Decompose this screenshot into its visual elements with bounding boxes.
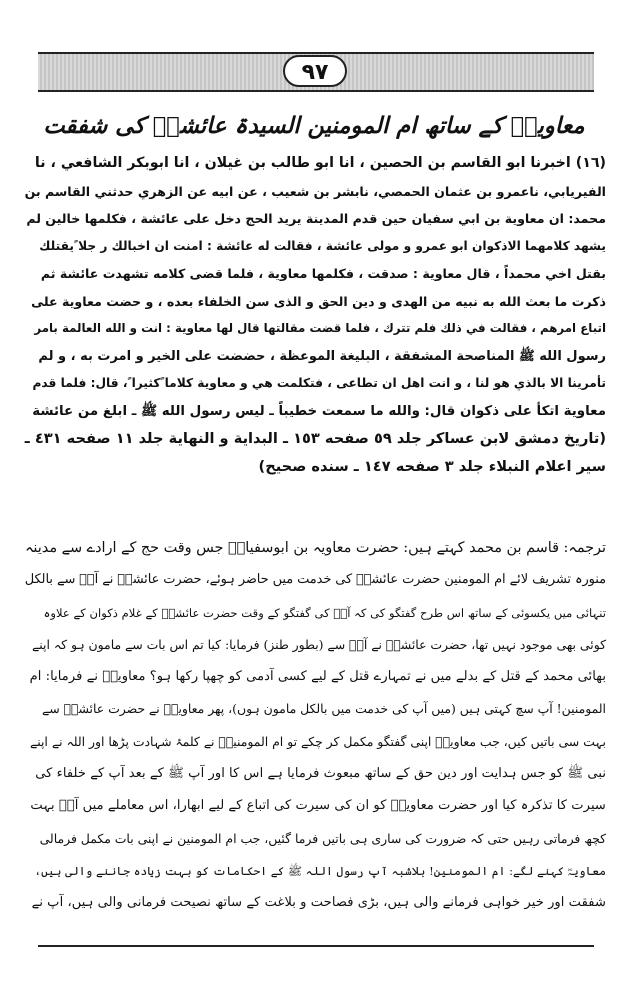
urdu-line: ترجمہ: قاسم بن محمد کہتے ہیں: حضرت معاویہ بن ابوسفیانؓ جس وقت حج کے ارادے سے مدینہ (24, 540, 606, 556)
urdu-line: معاویہؓ کہنے لگے: ام المومنین! بلاشبہ آپ رسول اللہ ﷺ کے احکامات کو بہت زیادہ جاننے والی ہیں، (34, 863, 606, 878)
urdu-line: بھائی محمد کے قتل کے بدلے میں نے تمہارے قتل کے لیے کسی آدمی کو چھپا رکھا ہو؟ معاویہؓ نے فرمایا: ام (29, 669, 606, 685)
urdu-translation (26, 532, 606, 920)
urdu-line: نبی ﷺ کو جس ہدایت اور دین حق کے ساتھ مبعوث فرمایا ہے اس کا اور آپ ﷺ کے بعد آپ کے خلفاء کی (35, 766, 606, 782)
arabic-line: ذكرت ما بعث الله به نبيه من الهدى و دين الحق و الذى سن الخلفاء بعده ، و حضت معاوية على (31, 293, 606, 309)
urdu-line: المومنین! آپ سچ کہتی ہیں (میں آپ کی خدمت میں بالکل مامون ہوں)، پھر معاویہؓ نے حضرت عائشہؓ سے (42, 701, 606, 717)
arabic-narration (26, 150, 606, 480)
arabic-line: تأمرينا الا بالذي هو لنا ، و انت اهل ان تطاعى ، فتكلمت هي و معاوية كلاما ًكثيرا ً، قال: فلما قدم (32, 376, 606, 390)
urdu-line: تنہائی میں یکسوئی کے ساتھ اس طرح گفتگو کی کہ آپؓ کی گفتگو کے وقت حضرت عائشہؓ کے غلام ذکوان کے علاوہ (43, 605, 606, 620)
arabic-line: بقتل اخي محمداً ، قال معاوية : صدقت ، فكلمها معاوية ، فلما قضى كلامه تشهدت عائشة ثم (40, 266, 606, 281)
urdu-line: کوئی بھی موجود نہیں تھا، حضرت عائشہؓ نے آپؓ سے (بطور طنز) فرمایا: کیا تم اس بات سے مامون ہو کہ اپنے (32, 636, 606, 652)
arabic-line: الفيريابي، ناعمرو بن عثمان الحمصي، نابشر بن شعيب ، عن ابيه عن الزهري حدثني القاسم بن (24, 183, 606, 199)
urdu-line: کچھ فرماتی رہیں حتی کہ ضرورت کی ساری ہی باتیں فرما گئیں، جب ام المومنین نے اپنی بات مکمل فرمالی (39, 830, 606, 846)
urdu-line: منورہ تشریف لائے ام المومنین حضرت عائشہؓ کی خدمت میں حاضر ہوئے، حضرت عائشہؓ نے آپؓ سے بالکل (24, 572, 606, 588)
footer-rule (38, 945, 594, 947)
urdu-line: بہت سی باتیں کیں، جب معاویہؓ اپنی گفتگو مکمل کر چکے تو ام المومنینؓ نے کلمۂ شہادت پڑھا اور اللہ نے اپنے (29, 733, 606, 749)
arabic-line: رسول الله ﷺ المناصحة المشفقة ، البليغة الموعظة ، حضضت على الخير و امرت به ، و لم (38, 348, 606, 364)
arabic-line: معاوية اتكأ على ذكوان قال: والله ما سمعت خطيباً ـ ليس رسول الله ﷺ ـ ابلغ من عائشة (32, 403, 606, 419)
urdu-line: سیرت کا تذکرہ کیا اور حضرت معاویہؓ کو ان کی سیرت کی اتباع کے لیے ابھارا، اس معاملے میں آپؓ بہت (30, 798, 606, 814)
arabic-line: محمد: ان معاوية بن ابي سفيان حين قدم المدينة يريد الحج دخل على عائشة ، فكلمها خالين لم (26, 211, 606, 226)
arabic-citation-line: (تاريخ دمشق لابن عساكر جلد ٥٩ صفحه ١٥٣ ـ البداية و النهاية جلد ١١ صفحه ٤٣١ ـ (24, 430, 606, 447)
arabic-line: يشهد كلامهما الاذكوان ابو عمرو و مولى عائشة ، فقالت له عائشة : امنت ان اخبالك ر جلا ًيقتلك (39, 238, 606, 253)
arabic-line: (١٦) اخبرنا ابو القاسم بن الحصين ، انا ابو طالب بن غيلان ، انا ابوبكر الشافعي ، نا (34, 155, 606, 171)
chapter-title: معاویہؓ کے ساتھ ام المومنین السیدۃ عائشہؓ کی شفقت (43, 113, 585, 139)
urdu-line: شفقت اور خیر خواہی فرمانے والی ہیں، بڑی فصاحت و بلاغت کے ساتھ نصیحت فرمانی والی ہیں، آپ نے (31, 895, 606, 911)
page-number: ۹۷ (283, 55, 347, 87)
arabic-line: اتباع امرهم ، فقالت في ذلك فلم تترك ، فلما قضت مقالتها قال لها معاوية : انت و الله العالمة بامر (34, 321, 606, 335)
arabic-citation-line: سير اعلام النبلاء جلد ٣ صفحه ١٤٧ ـ سنده صحيح) (258, 457, 606, 475)
